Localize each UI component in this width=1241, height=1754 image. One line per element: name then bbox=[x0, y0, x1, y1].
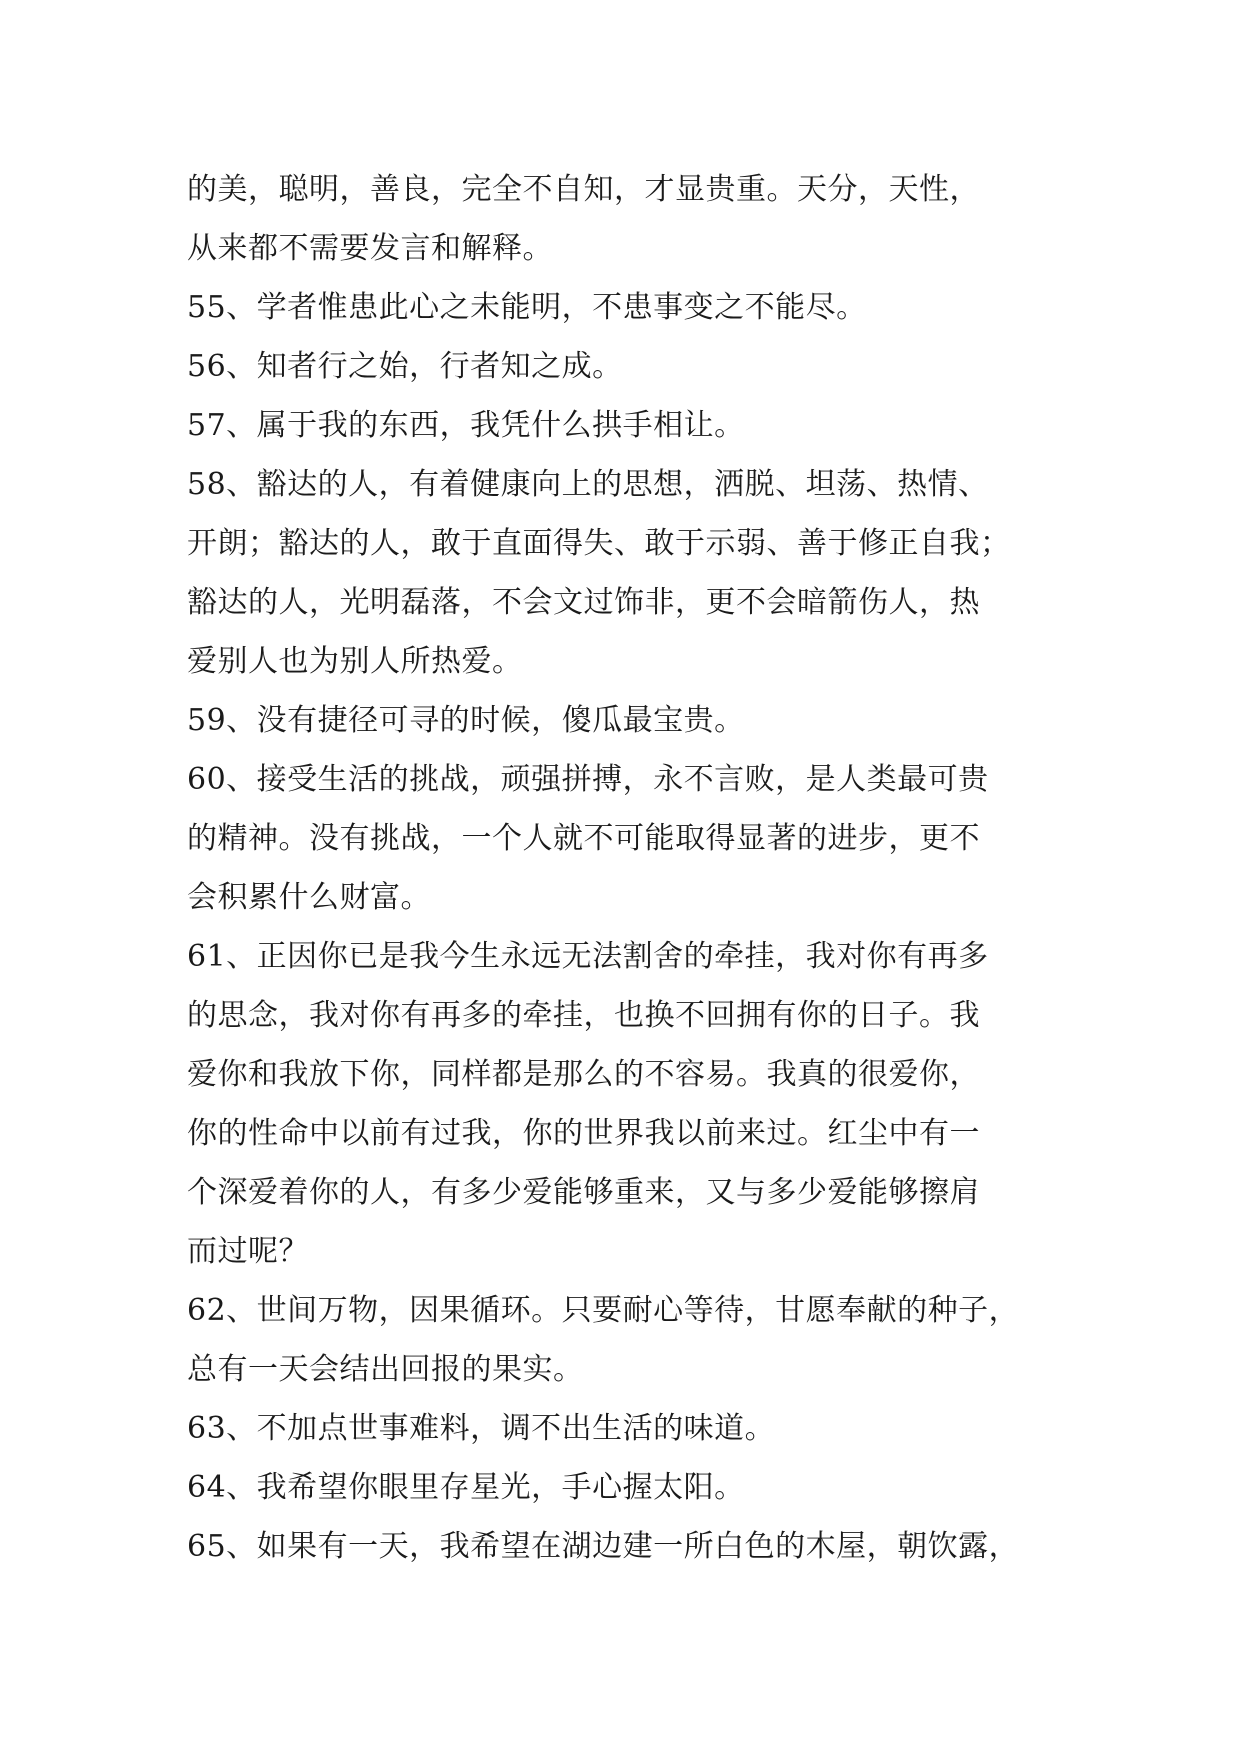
text-line: 而过呢？ bbox=[187, 1234, 309, 1269]
text-line: 的精神。没有挑战，一个人就不可能取得显著的进步，更不 bbox=[187, 821, 980, 856]
text-line: 爱别人也为别人所热爱。 bbox=[187, 644, 523, 679]
text-line: 的思念，我对你有再多的牵挂，也换不回拥有你的日子。我 bbox=[187, 998, 980, 1033]
text-line: 爱你和我放下你，同样都是那么的不容易。我真的很爱你， bbox=[187, 1057, 980, 1092]
text-line: 64、我希望你眼里存星光，手心握太阳。 bbox=[187, 1470, 745, 1505]
text-line: 会积累什么财富。 bbox=[187, 880, 431, 915]
text-line: 个深爱着你的人，有多少爱能够重来，又与多少爱能够擦肩 bbox=[187, 1175, 980, 1210]
text-line: 57、属于我的东西，我凭什么拱手相让。 bbox=[187, 408, 745, 443]
document-body bbox=[187, 160, 1067, 1576]
text-line: 总有一天会结出回报的果实。 bbox=[187, 1352, 584, 1387]
text-line: 豁达的人，光明磊落，不会文过饰非，更不会暗箭伤人，热 bbox=[187, 585, 980, 620]
text-line: 55、学者惟患此心之未能明，不患事变之不能尽。 bbox=[187, 290, 867, 325]
text-line: 61、正因你已是我今生永远无法割舍的牵挂，我对你有再多 bbox=[187, 939, 989, 974]
text-line: 59、没有捷径可寻的时候，傻瓜最宝贵。 bbox=[187, 703, 745, 738]
text-line: 65、如果有一天，我希望在湖边建一所白色的木屋，朝饮露， bbox=[187, 1529, 1020, 1564]
text-line: 63、不加点世事难料，调不出生活的味道。 bbox=[187, 1411, 776, 1446]
text-line: 从来都不需要发言和解释。 bbox=[187, 231, 553, 266]
text-line: 你的性命中以前有过我，你的世界我以前来过。红尘中有一 bbox=[187, 1116, 980, 1151]
text-line: 60、接受生活的挑战，顽强拼搏，永不言败，是人类最可贵 bbox=[187, 762, 989, 797]
text-line: 的美，聪明，善良，完全不自知，才显贵重。天分，天性， bbox=[187, 172, 980, 207]
text-line: 开朗；豁达的人，敢于直面得失、敢于示弱、善于修正自我； bbox=[187, 526, 1011, 561]
text-line: 58、豁达的人，有着健康向上的思想，洒脱、坦荡、热情、 bbox=[187, 467, 989, 502]
text-line: 56、知者行之始，行者知之成。 bbox=[187, 349, 623, 384]
text-line: 62、世间万物，因果循环。只要耐心等待，甘愿奉献的种子， bbox=[187, 1293, 1020, 1328]
